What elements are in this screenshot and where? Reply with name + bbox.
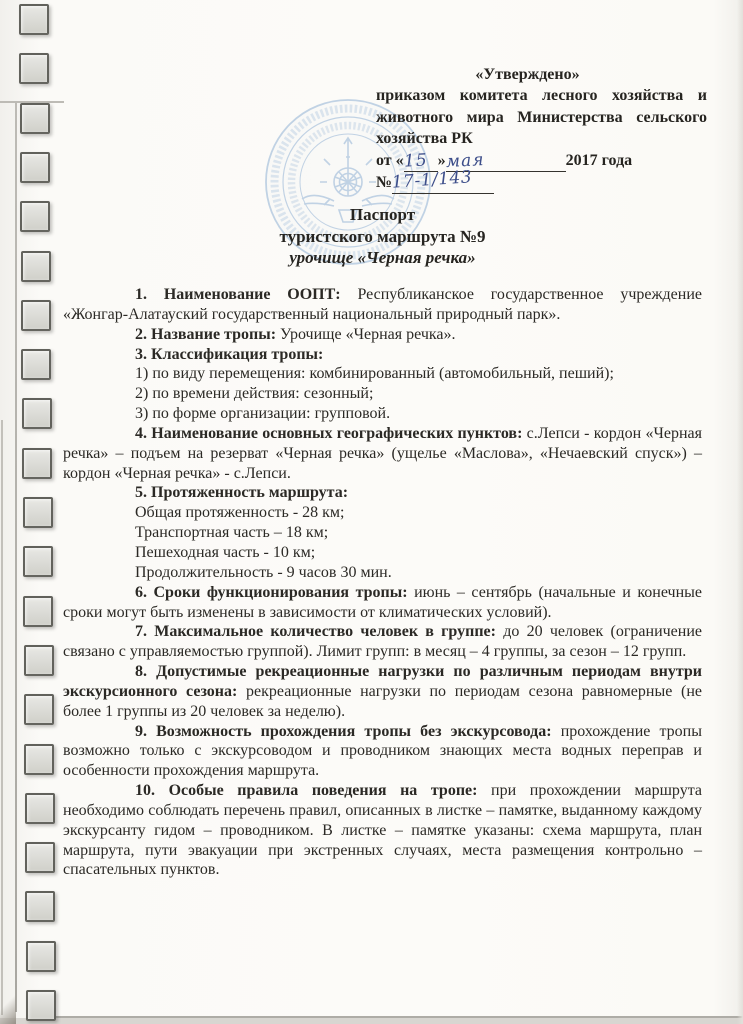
binding-tooth (20, 152, 50, 183)
paragraph-lead: 3. Классификация тропы: (135, 345, 324, 363)
title-line-1: Паспорт (349, 205, 416, 224)
approval-header (376, 64, 707, 194)
date-day-blank (404, 150, 438, 172)
date-prefix: от « (376, 151, 404, 169)
paragraph-lead: 2. Название тропы: (135, 325, 277, 343)
binding-spine-shadow (1, 420, 3, 1015)
binding-tooth (20, 201, 50, 232)
paragraph-subitem: 3) по форме организации: групповой. (135, 405, 391, 423)
binding-tooth (21, 251, 51, 282)
binding-tooth (26, 990, 56, 1021)
paragraph-lead: 4. Наименование основных географических пунктов: (135, 424, 523, 442)
binding-tooth (25, 891, 55, 922)
paragraph-text: при прохождении маршрута необходимо соблюдать перечень правил, описанных в листке – памятке, выданному каждому экскурсанту гидом – проводником. В листке – памятке указаны: схема маршрута, план маршрута, пути эвакуации при экстренных случаях, места размещения контрольно – спасательных пунктов. (63, 782, 702, 879)
paragraph-text: июнь – сентябрь (начальные и конечные сроки могут быть изменены в зависимости от климатических условий). (63, 583, 703, 621)
paragraph-lead: 6. Сроки функционирования тропы: (135, 583, 408, 601)
title-line-3: урочище «Черная речка» (289, 248, 476, 268)
handwritten-day: 15 (403, 150, 428, 172)
paragraph (63, 781, 702, 880)
order-line-1: приказом комитета лесного хозяйства и (376, 87, 707, 105)
paragraph (63, 622, 702, 662)
binding-tooth (25, 842, 55, 873)
paragraph (63, 424, 702, 484)
binding-tooth (19, 53, 49, 84)
number-blank (391, 167, 494, 194)
document-body (63, 285, 702, 880)
binding-tooth (21, 349, 51, 380)
date-year: 2017 года (565, 151, 633, 169)
paragraph-lead: 1. Наименование ООПТ: (135, 286, 341, 303)
binding-tooth (26, 941, 56, 972)
paragraph-text: с.Лепси - кордон «Черная речка» – подъем на резерват «Черная речка» (ущелье «Маслова», «Нечаевский спуск») – кордон «Черная речка» - с.Лепси. (63, 424, 702, 482)
binding-tooth (23, 497, 53, 528)
binding-tooth (23, 596, 53, 627)
handwritten-month: мая (445, 149, 485, 172)
binding-tooth (22, 398, 52, 429)
order-line-3: хозяйства РК (376, 130, 473, 148)
paragraph-lead: 7. Максимальное количество человек в группе: (135, 623, 496, 641)
paragraph (63, 483, 702, 503)
paragraph (63, 583, 702, 623)
number-line (376, 167, 707, 194)
scan-right-shadow (737, 0, 743, 1024)
binding-tooth (24, 645, 54, 676)
binding-tooth (22, 448, 52, 479)
paragraph (63, 722, 702, 782)
binding-tooth (25, 793, 55, 824)
paragraph-lead: 10. Особые правила поведения на тропе: (135, 782, 478, 800)
paragraph-lead: 9. Возможность прохождения тропы без экскурсовода: (135, 722, 552, 740)
paragraph-subitem: Общая протяженность - 28 км; (135, 504, 345, 522)
binding-tooth (23, 546, 53, 577)
paragraph (63, 345, 702, 365)
paragraph-lead: 8. Допустимые рекреационные нагрузки по различным периодам внутри экскурсионного сезона: (63, 663, 702, 700)
binding-tooth (24, 744, 54, 775)
paragraph-text: прохождение тропы возможно только с экскурсоводом и проводником знающих места водных переправ и особенности прохождения маршрута. (63, 722, 702, 780)
binding-tooth (19, 4, 49, 35)
title-line-2: туристского маршрута №9 (279, 226, 486, 246)
paragraph-subitem: Пешеходная часть - 10 км; (135, 543, 316, 561)
paragraph-lead: 5. Протяженность маршрута: (135, 484, 349, 502)
date-close-quote: » (437, 151, 446, 169)
binding-tooth (20, 103, 50, 134)
scan-corner-shadow (0, 985, 16, 1024)
paragraph-subitem: Продолжительность - 9 часов 30 мин. (135, 563, 392, 581)
paragraph-text: Урочище «Черная речка». (276, 325, 456, 343)
order-line-2: животного мира Министерства сельского (376, 108, 707, 126)
paragraph (63, 325, 702, 345)
paragraph-subitem: 1) по виду перемещения: комбинированный (автомобильный, пеший); (135, 365, 614, 383)
paragraph-text: до 20 человек (ограничение связано с управляемостью группой). Лимит групп: в месяц – 4 группы, за сезон – 12 групп. (63, 623, 703, 661)
paragraph-text: рекреационные нагрузки по периодам сезона равномерные (не более 1 группы из 20 человек за неделю). (63, 682, 702, 720)
approved-label: «Утверждено» (475, 66, 580, 83)
scan-bottom-shadow (0, 1018, 743, 1024)
paragraph (63, 285, 702, 325)
binding-tooth (24, 694, 54, 725)
paragraph-text: Республиканское государственное учреждение «Жонгар-Алатауский государственный национальный природный парк». (63, 286, 703, 323)
date-line (376, 150, 707, 172)
paragraph-subitem: 2) по времени действия: сезонный; (135, 385, 374, 403)
page-left-edge-line (15, 102, 17, 1012)
handwritten-number: 17-1/143 (391, 167, 473, 193)
doc-title (63, 204, 702, 269)
paragraph-subitem: Транспортная часть – 18 км; (135, 524, 329, 542)
paragraph (63, 662, 702, 722)
number-sign: № (376, 174, 393, 192)
binding-tooth (21, 300, 51, 331)
